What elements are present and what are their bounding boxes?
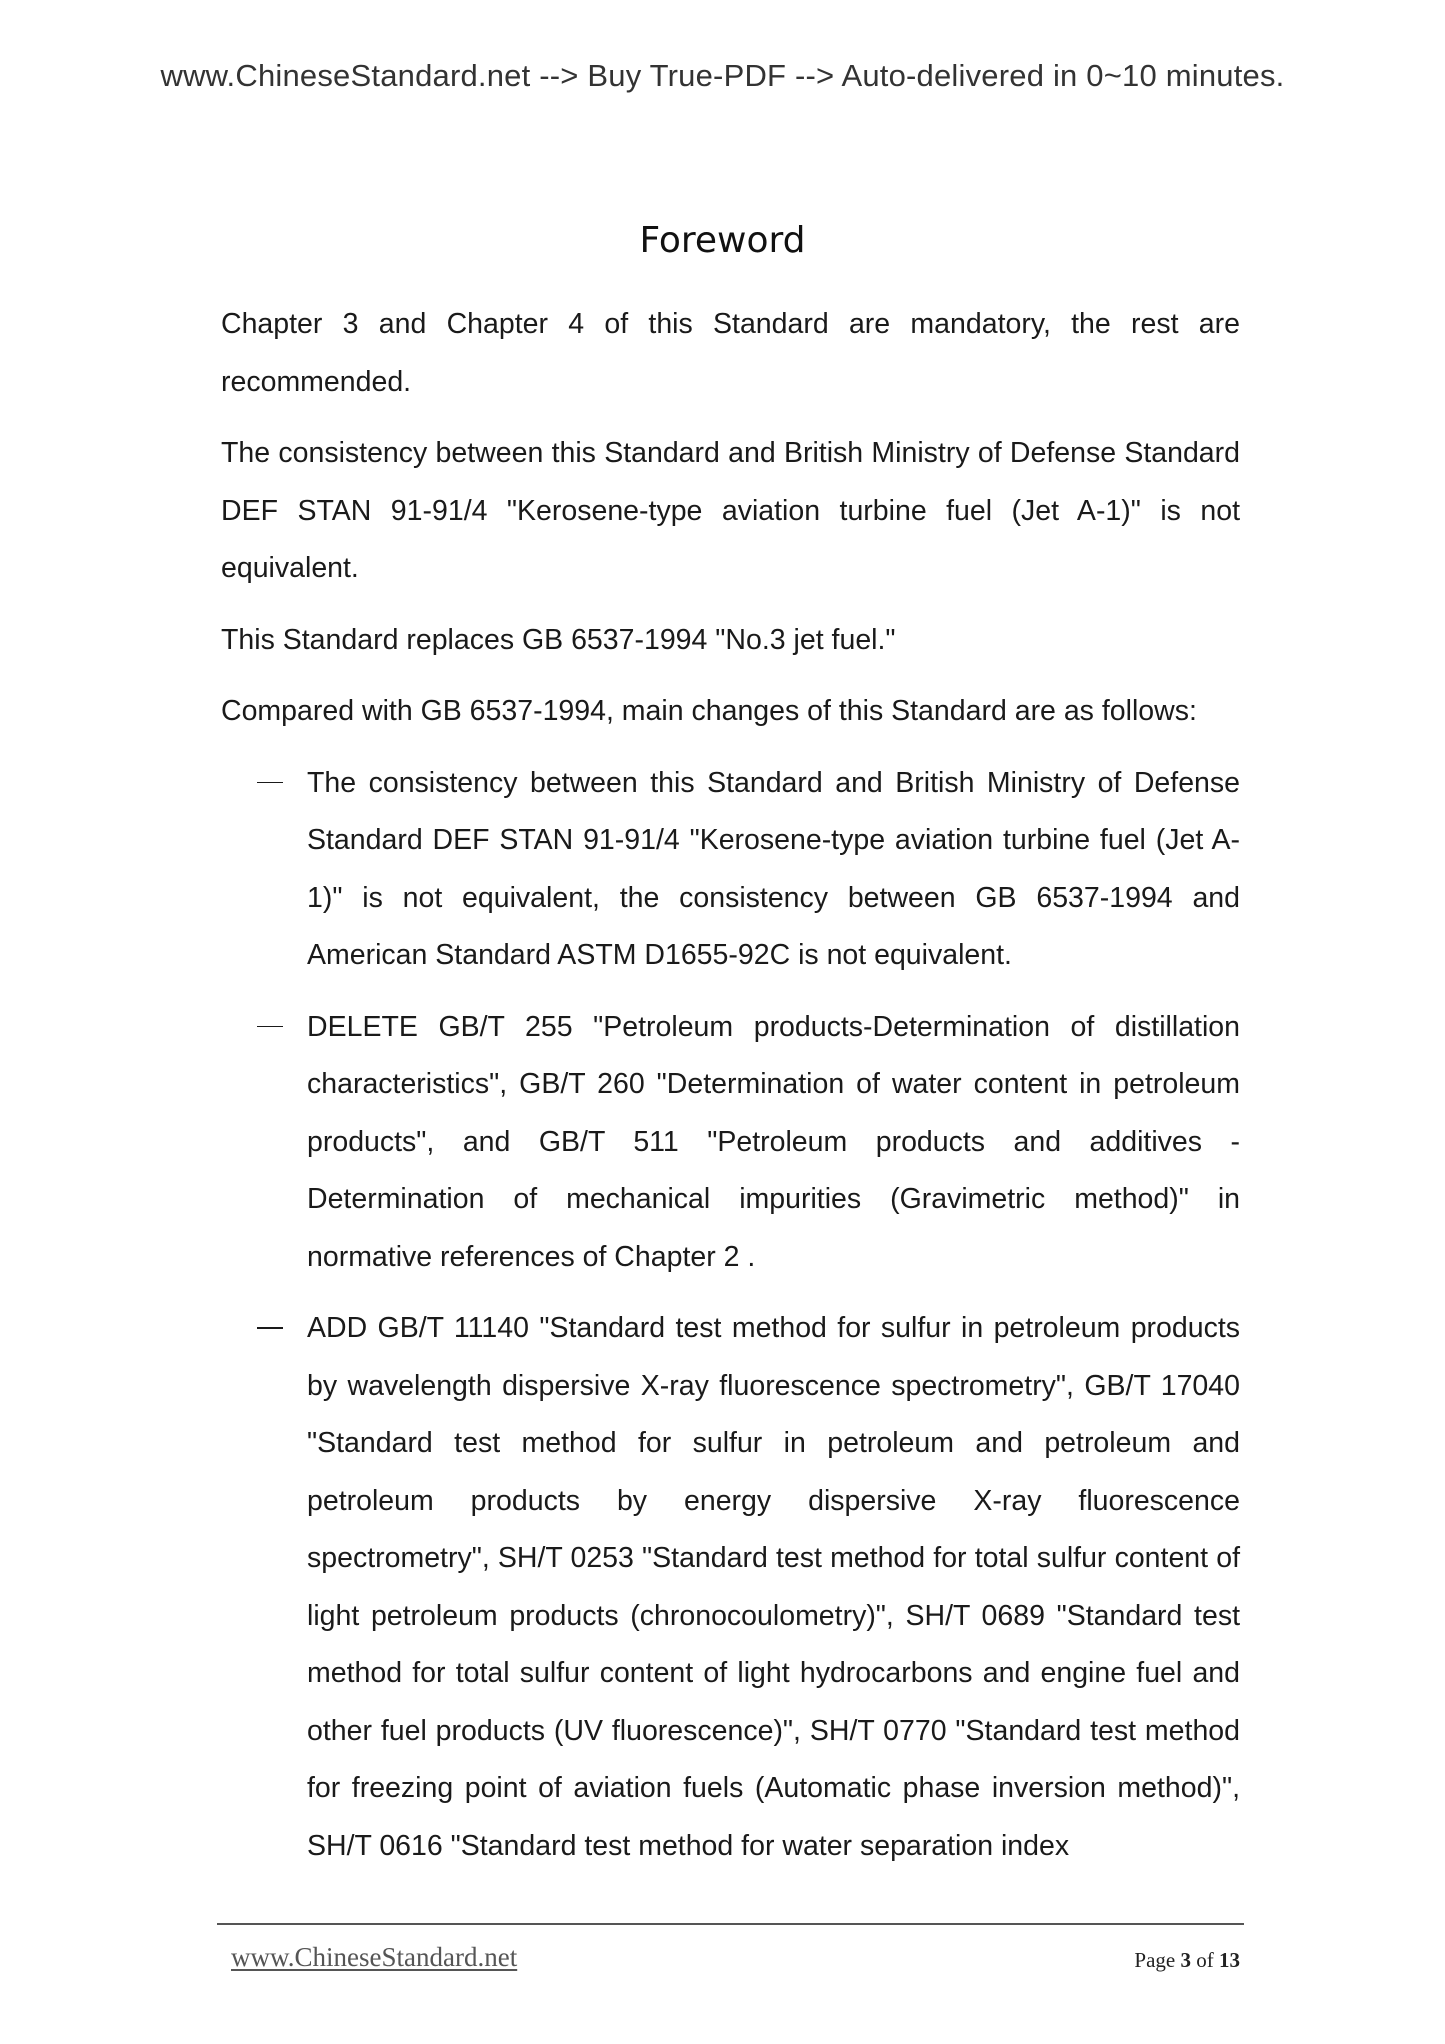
list-item (221, 1300, 1240, 1875)
page-word: Page (1134, 1948, 1176, 1972)
page-of: of (1196, 1948, 1214, 1972)
paragraph-consistency: The consistency between this Standard and British Ministry of Defense Standard DEF STAN 91-91/4 "Kerosene-type aviation turbine fuel (Jet A-1)" is not equivalent. (221, 437, 1240, 584)
page-title: Foreword (639, 220, 806, 261)
paragraph-replaces: This Standard replaces GB 6537-1994 "No.3 jet fuel." (221, 623, 896, 656)
page-number (1134, 1948, 1240, 1973)
paragraph-mandatory-chapters: Chapter 3 and Chapter 4 of this Standard are mandatory, the rest are recommended. (221, 308, 1240, 398)
list-item-text: ADD GB/T 11140 "Standard test method for sulfur in petroleum products by wavelength dispersive X-ray fluorescence spectrometry", GB/T 17040 "Standard test method for sulfur in petroleum and petroleum and petroleum products by energy dispersive X-ray fluorescence spectrometry", SH/T 0253 "Standard test method for total sulfur content of light petroleum products (chronocoulometry)", SH/T 0689 "Standard test method for total sulfur content of light hydrocarbons and engine fuel and other fuel products (UV fluorescence)", SH/T 0770 "Standard test method for freezing point of aviation fuels (Automatic phase inversion method)", SH/T 0616 "Standard test method for water separation index (307, 1312, 1240, 1862)
page-current: 3 (1180, 1948, 1191, 1972)
page-total: 13 (1219, 1948, 1240, 1972)
list-item-text: The consistency between this Standard and British Ministry of Defense Standard DEF STAN 91-91/4 "Kerosene-type aviation turbine fuel (Jet A-1)" is not equivalent, the consistency between GB 6537-1994 and American Standard ASTM D1655-92C is not equivalent. (307, 766, 1240, 971)
footer-site-link[interactable]: www.ChineseStandard.net (231, 1942, 518, 1972)
document-body (221, 296, 1240, 1889)
list-item (221, 999, 1240, 1287)
paragraph-main-changes-intro: Compared with GB 6537-1994, main changes of this Standard are as follows: (221, 695, 1197, 727)
list-item-text: DELETE GB/T 255 "Petroleum products-Determination of distillation characteristics", GB/T 260 "Determination of water content in petroleum products", and GB/T 511 "Petroleum products and additives - Determination of mechanical impurities (Gravimetric method)" in normative references of Chapter 2 . (307, 1010, 1240, 1273)
list-item (221, 755, 1240, 985)
top-banner: www.ChineseStandard.net --> Buy True-PDF --> Auto-delivered in 0~10 minutes. (160, 58, 1285, 93)
footer-divider (217, 1923, 1244, 1925)
